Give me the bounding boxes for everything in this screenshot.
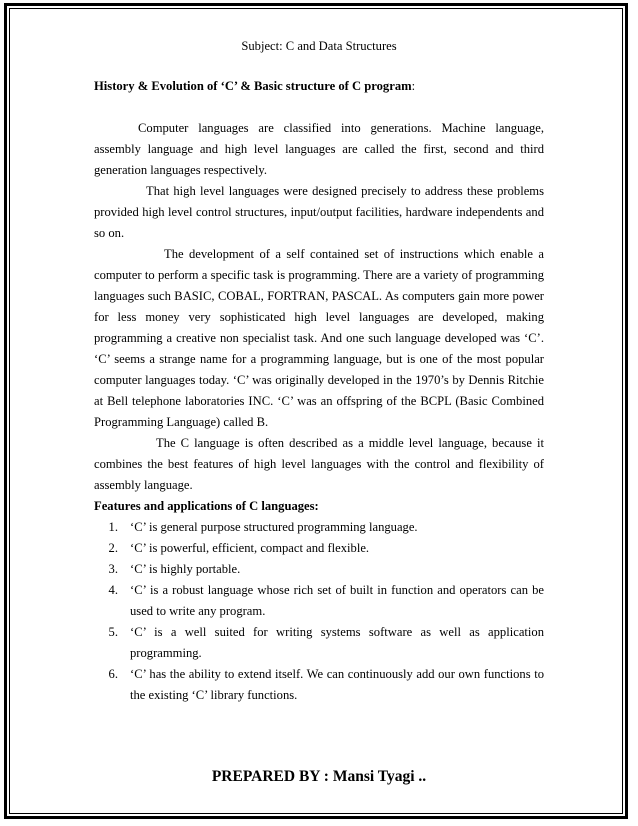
section-heading-colon: : bbox=[411, 79, 416, 93]
list-item bbox=[94, 580, 544, 622]
list-item bbox=[94, 664, 544, 706]
document-page bbox=[94, 36, 544, 706]
features-list bbox=[94, 517, 544, 706]
section-heading bbox=[94, 76, 544, 97]
list-item bbox=[94, 622, 544, 664]
list-item-number: 4. bbox=[108, 583, 118, 597]
list-item bbox=[94, 559, 544, 580]
list-item-number: 3. bbox=[108, 562, 118, 576]
list-item-text: ‘C’ is a well suited for writing systems software as well as application programming. bbox=[130, 625, 544, 660]
list-item-text: ‘C’ is a robust language whose rich set of built in function and operators can be used to write any program. bbox=[130, 583, 544, 618]
features-heading: Features and applications of C languages: bbox=[94, 499, 319, 513]
list-item-number: 5. bbox=[108, 625, 118, 639]
paragraph-development: The development of a self contained set of instructions which enable a computer to perform a specific task is programming. There are a variety of programming languages such BASIC, COBAL, FORTRAN, PASCAL. As computers gain more power for less money very sophisticated high level languages are developed, making programming a creative non specialist task. And one such language developed was ‘C’. ‘C’ seems a strange name for a programming language, but is one of the most popular computer languages today. ‘C’ was originally developed in the 1970’s by Dennis Ritchie at Bell telephone laboratories INC. ‘C’ was an offspring of the BCPL (Basic Combined Programming Language) called B. bbox=[94, 247, 544, 429]
subject-header: Subject: C and Data Structures bbox=[241, 39, 397, 53]
list-item-text: ‘C’ is general purpose structured programming language. bbox=[130, 520, 418, 534]
list-item bbox=[94, 517, 544, 538]
list-item-text: ‘C’ has the ability to extend itself. We can continuously add our own functions to the existing ‘C’ library functions. bbox=[130, 667, 544, 702]
prepared-by-footer: PREPARED BY : Mansi Tyagi .. bbox=[211, 768, 427, 785]
paragraph-middle-level: The C language is often described as a middle level language, because it combines the best features of high level languages with the control and flexibility of assembly language. bbox=[94, 436, 544, 492]
list-item-text: ‘C’ is powerful, efficient, compact and flexible. bbox=[130, 541, 370, 555]
list-item-text: ‘C’ is highly portable. bbox=[130, 562, 241, 576]
list-item-number: 2. bbox=[108, 541, 118, 555]
paragraph-high-level: That high level languages were designed precisely to address these problems provided high level control structures, input/output facilities, hardware independents and so on. bbox=[94, 184, 544, 240]
section-heading-title: History & Evolution of ‘C’ & Basic structure of C program bbox=[94, 79, 412, 93]
paragraph-generations: Computer languages are classified into generations. Machine language, assembly language and high level languages are called the first, second and third generation languages respectively. bbox=[94, 121, 544, 177]
list-item-number: 6. bbox=[108, 667, 118, 681]
list-item-number: 1. bbox=[108, 520, 118, 534]
list-item bbox=[94, 538, 544, 559]
